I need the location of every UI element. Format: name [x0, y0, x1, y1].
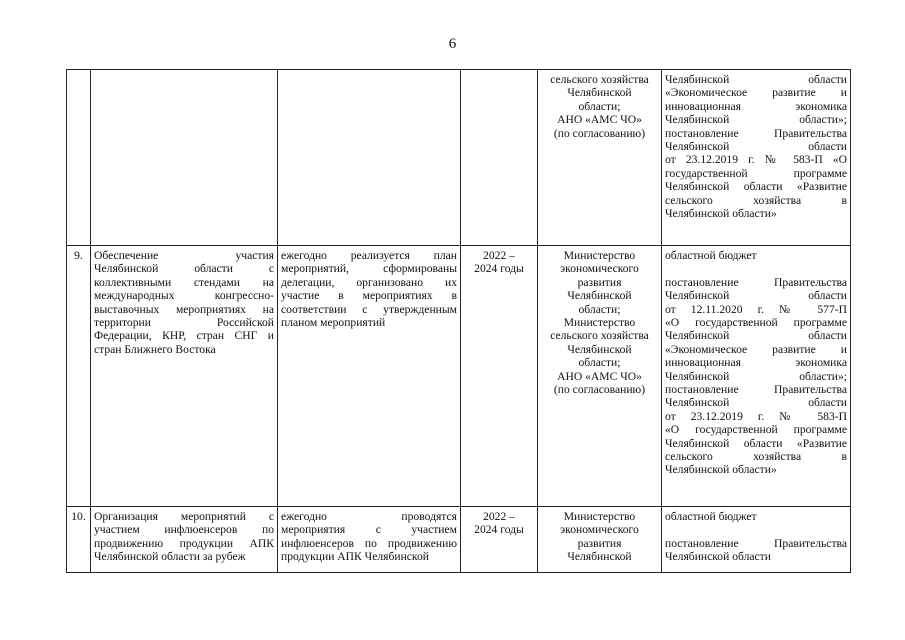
basis-line: сельского хозяйства в — [665, 450, 847, 464]
basis-line: постановление Правительства — [665, 275, 847, 289]
basis-line — [665, 523, 847, 536]
event-line: Федерации, КНР, стран СНГ и — [94, 329, 274, 343]
basis-cell — [662, 70, 851, 246]
event-line: территории Российской — [94, 316, 274, 330]
executors-line: Челябинской — [567, 342, 632, 356]
executors-line: экономического — [560, 262, 639, 276]
executors-line: экономического — [560, 523, 639, 537]
plan-line: соответствии с утвержденным — [281, 302, 457, 316]
plan-line: участие в мероприятиях в — [281, 289, 457, 303]
basis-line: Челябинской области — [665, 550, 771, 564]
executors-line: Челябинской — [567, 289, 632, 303]
executors-line: Челябинской — [567, 86, 632, 100]
executors-line: АНО «АМС ЧО» — [557, 113, 642, 127]
plan-line: мероприятия с участием — [281, 523, 457, 537]
event-line: участием инфлюенсеров по — [94, 523, 274, 537]
event-line: Обеспечение участия — [94, 249, 274, 262]
row-number-cell: 9. — [67, 246, 91, 507]
basis-line: Челябинской области — [665, 329, 847, 343]
period-cell — [461, 507, 538, 573]
event-line: Челябинской области с — [94, 262, 274, 276]
basis-line: от 23.12.2019 г. № 583-П «О — [665, 153, 847, 167]
executors-cell — [538, 246, 662, 507]
basis-line: областной бюджет — [665, 249, 757, 262]
executors-line: области; — [578, 302, 621, 316]
executors-cell — [538, 507, 662, 573]
executors-line: сельского хозяйства — [550, 329, 649, 343]
executors-cell — [538, 70, 662, 246]
basis-cell — [662, 507, 851, 573]
basis-line: «Экономическое развитие и — [665, 86, 847, 100]
basis-cell — [662, 246, 851, 507]
plan-line: ежегодно проводятся — [281, 510, 457, 523]
event-line: стран Ближнего Востока — [94, 342, 216, 356]
basis-line: инновационная экономика — [665, 356, 847, 370]
table-row — [67, 246, 851, 507]
basis-line: Челябинской области — [665, 289, 847, 303]
executors-line: развития — [577, 536, 622, 550]
basis-line: от 23.12.2019 г. № 583-П — [665, 409, 847, 423]
event-line: коллективными стендами на — [94, 275, 274, 289]
executors-line: (по согласованию) — [553, 126, 646, 140]
basis-line: «О государственной программе — [665, 423, 847, 437]
event-line: продвижению продукции АПК — [94, 536, 274, 550]
executors-line: Министерство — [563, 249, 636, 262]
row-number-cell — [67, 70, 91, 246]
basis-line: Челябинской области — [665, 73, 847, 86]
basis-line: Челябинской области — [665, 396, 847, 410]
basis-line: Челябинской области «Развитие — [665, 180, 847, 194]
executors-line: Министерство — [563, 510, 636, 523]
event-cell — [91, 246, 278, 507]
event-line: Челябинской области за рубеж — [94, 550, 246, 564]
event-line: Организация мероприятий с — [94, 510, 274, 523]
basis-line: Челябинской области»; — [665, 369, 847, 383]
basis-line: Челябинской области «Развитие — [665, 436, 847, 450]
period-cell — [461, 246, 538, 507]
plan-cell — [278, 246, 461, 507]
page-number: 6 — [448, 36, 457, 52]
event-line: выставочных мероприятиях на — [94, 302, 274, 316]
period-line: 2024 годы — [474, 523, 524, 537]
basis-line: постановление Правительства — [665, 536, 847, 550]
executors-line: развития — [577, 275, 622, 289]
plan-cell — [278, 507, 461, 573]
plan-line: ежегодно реализуется план — [281, 249, 457, 262]
plan-line: делегации, организовано их — [281, 275, 457, 289]
basis-line: «Экономическое развитие и — [665, 342, 847, 356]
basis-line: от 12.11.2020 г. № 577-П — [665, 302, 847, 316]
executors-line: области; — [578, 356, 621, 370]
row-number-cell: 10. — [67, 507, 91, 573]
plan-cell — [278, 70, 461, 246]
period-line: 2022 – — [483, 510, 515, 523]
executors-line: АНО «АМС ЧО» — [557, 369, 642, 383]
basis-line: «О государственной программе — [665, 316, 847, 330]
basis-line: инновационная экономика — [665, 99, 847, 113]
basis-line: сельского хозяйства в — [665, 193, 847, 207]
basis-line: Челябинской области — [665, 140, 847, 154]
plan-line: продукции АПК Челябинской — [281, 550, 429, 564]
basis-line: государственной программе — [665, 166, 847, 180]
basis-line: Челябинской области» — [665, 463, 777, 477]
basis-line: Челябинской области»; — [665, 113, 847, 127]
basis-line: постановление Правительства — [665, 383, 847, 397]
event-line: международных конгрессно- — [94, 289, 274, 303]
event-cell — [91, 507, 278, 573]
executors-line: сельского хозяйства — [550, 73, 649, 86]
plan-line: инфлюенсеров по продвижению — [281, 536, 457, 550]
basis-line: Челябинской области» — [665, 207, 777, 221]
measures-table — [66, 69, 851, 573]
executors-line: Челябинской — [567, 550, 632, 564]
plan-line: планом мероприятий — [281, 316, 386, 330]
basis-line: постановление Правительства — [665, 126, 847, 140]
table-row — [67, 70, 851, 246]
basis-line: областной бюджет — [665, 510, 757, 523]
period-line: 2024 годы — [474, 262, 524, 276]
basis-line — [665, 262, 847, 275]
period-line: 2022 – — [483, 249, 515, 262]
executors-line: области; — [578, 99, 621, 113]
executors-line: Министерство — [563, 316, 636, 330]
plan-line: мероприятий, сформированы — [281, 262, 457, 276]
event-cell — [91, 70, 278, 246]
period-cell — [461, 70, 538, 246]
table-row — [67, 507, 851, 573]
executors-line: (по согласованию) — [553, 383, 646, 397]
